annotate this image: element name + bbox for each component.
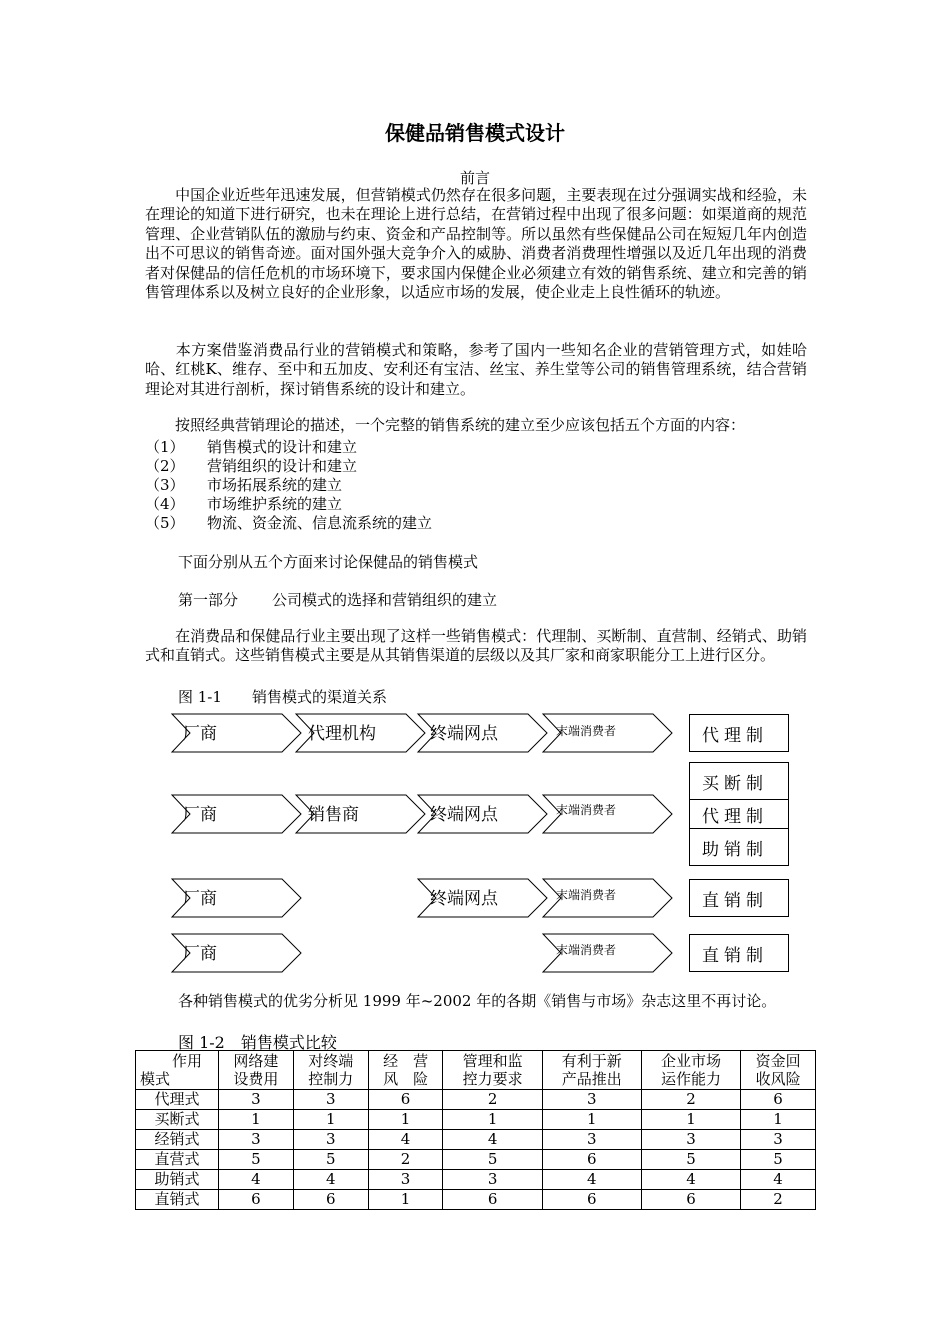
mode-box: 助销制 [689,828,789,866]
channel-node-label: 代理机构 [308,724,376,744]
table-row: 直销式 6 6 1 6 6 6 2 [136,1190,816,1210]
table-row: 助销式 4 4 3 3 4 4 4 [136,1170,816,1190]
table-header-cell: 网络建 设费用 [219,1051,294,1090]
table-header-cell: 有利于新 产品推出 [542,1051,641,1090]
channel-node-label: 厂商 [183,944,217,964]
paragraph-modes: 在消费品和保健品行业主要出现了这样一些销售模式：代理制、买断制、直营制、经销式、助销式和直销式。这些销售模式主要是从其销售渠道的层级以及其厂家和商家职能分工上进行区分。 [145,627,807,665]
channel-node-label: 厂商 [183,724,217,744]
corner-header-bottom: 模式 [140,1070,171,1088]
analysis-note: 各种销售模式的优劣分析见 1999 年~2002 年的各期《销售与市场》杂志这里不再讨论。 [178,992,777,1010]
list-number: （1） [145,438,185,456]
table-header-cell: 经 营 风 险 [368,1051,443,1090]
list-text: 销售模式的设计和建立 [207,438,358,456]
list-text: 物流、资金流、信息流系统的建立 [207,514,433,532]
paragraph-intro: 中国企业近些年迅速发展，但营销模式仍然存在很多问题，主要表现在过分强调实战和经验，未在理论的知道下进行研究，也未在理论上进行总结，在营销过程中出现了很多问题：如渠道商的规范管理、企业营销队伍的激励与约束、资金和产品控制等。所以虽然有些保健品公司在短短几年内创造出不可思议的销售奇迹。面对国外强大竞争介入的威胁、消费者消费理性增强以及近几年出现的消费者对保健品的信任危机的市场环境下，要求国内保健企业必须建立有效的销售系统、建立和完善的销售管理体系以及树立良好的企业形象，以适应市场的发展，使企业走上良性循环的轨迹。 [145,186,807,302]
channel-node-label: 终端网点 [430,724,498,744]
table-row: 经销式 3 3 4 4 3 3 3 [136,1130,816,1150]
table-row: 买断式 1 1 1 1 1 1 1 [136,1110,816,1130]
document-title: 保健品销售模式设计 [385,121,565,145]
corner-header-top: 作用 [171,1052,202,1070]
preface-heading: 前言 [459,169,490,187]
paragraph-five-aspects: 按照经典营销理论的描述，一个完整的销售系统的建立至少应该包括五个方面的内容： [145,416,746,434]
table-title: 销售模式比较 [240,1033,337,1052]
part-label: 第一部分 [178,591,239,609]
mode-box: 直销制 [689,879,789,917]
list-text: 市场拓展系统的建立 [207,476,343,494]
channel-node-label: 末端消费者 [556,803,617,817]
table-row: 代理式 3 3 6 2 3 2 6 [136,1090,816,1110]
corner-header-cell [136,1051,219,1090]
channel-node-label: 终端网点 [430,805,498,825]
comparison-table [135,1050,816,1210]
table-header-cell: 企业市场 运作能力 [641,1051,740,1090]
table-header-cell: 资金回 收风险 [741,1051,816,1090]
table-header-cell: 管理和监 控力要求 [443,1051,542,1090]
list-number: （2） [145,457,185,475]
paragraph-approach: 本方案借鉴消费品行业的营销模式和策略，参考了国内一些知名企业的营销管理方式，如娃哈哈、红桃K、维存、至中和五加皮、安利还有宝洁、丝宝、养生堂等公司的销售管理系统，结合营销理论对其进行剖析，探讨销售系统的设计和建立。 [145,341,807,398]
channel-node-label: 末端消费者 [556,888,617,902]
mode-box: 代理制 [689,799,789,829]
table-row: 直营式 5 5 2 5 6 5 5 [136,1150,816,1170]
channel-node-label: 末端消费者 [556,724,617,738]
channel-node-label: 厂商 [183,805,217,825]
channel-node-label: 销售商 [308,805,359,825]
table-header-row [136,1051,816,1090]
list-number: （4） [145,495,185,513]
table-label: 图 1-2 [178,1033,225,1052]
mode-box: 买断制 [689,762,789,800]
intro-line: 下面分别从五个方面来讨论保健品的销售模式 [178,553,479,571]
figure-title: 销售模式的渠道关系 [251,688,387,706]
list-text: 市场维护系统的建立 [207,495,343,513]
channel-node-label: 末端消费者 [556,943,617,957]
list-text: 营销组织的设计和建立 [207,457,358,475]
figure-label: 图 1-1 [178,688,222,706]
list-number: （5） [145,514,185,532]
part-title: 公司模式的选择和营销组织的建立 [272,591,498,609]
channel-node-label: 厂商 [183,889,217,909]
list-number: （3） [145,476,185,494]
mode-box: 代理制 [689,714,789,752]
channel-node-label: 终端网点 [430,889,498,909]
mode-box: 直销制 [689,934,789,972]
table-header-cell: 对终端 控制力 [293,1051,368,1090]
